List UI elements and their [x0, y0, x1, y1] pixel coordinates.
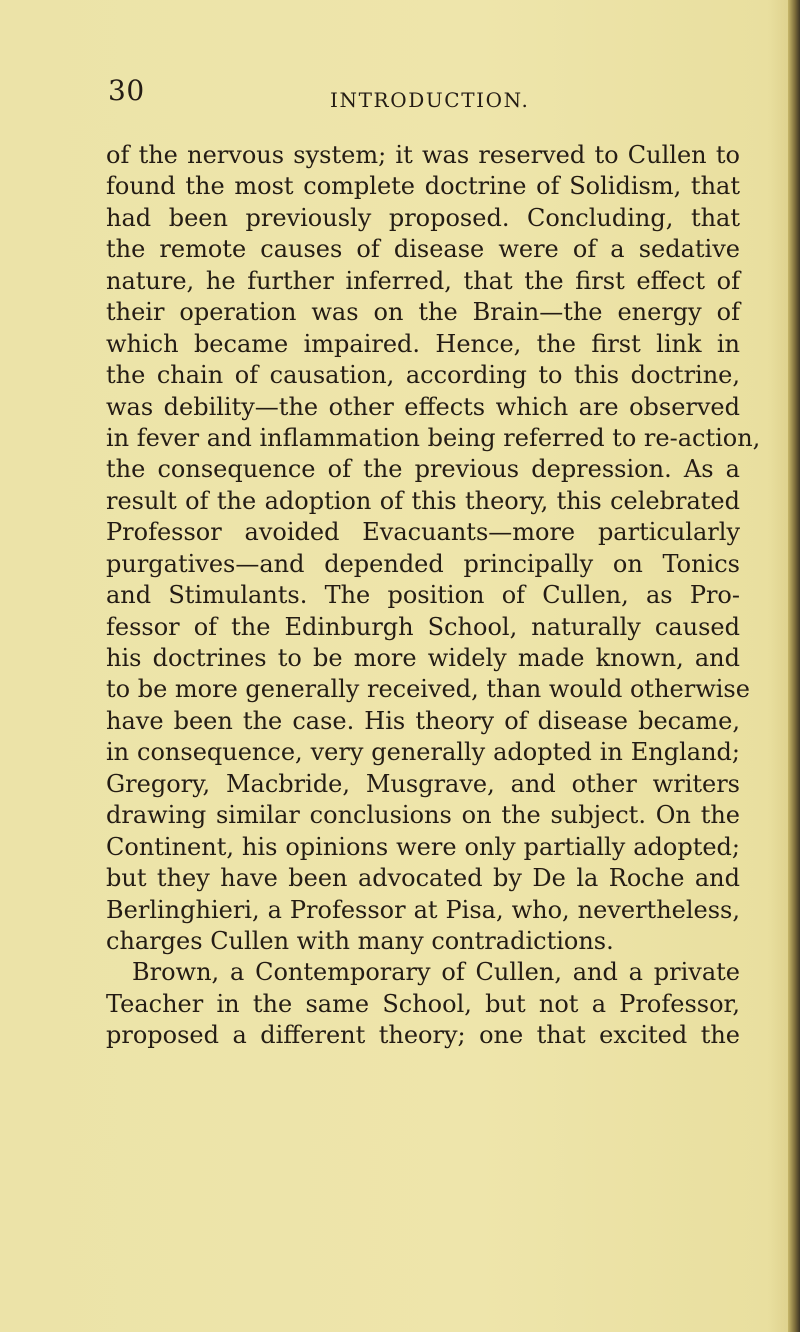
- text-line: in consequence, very generally adopted in England;: [106, 738, 740, 767]
- text-line: had been previously proposed. Concluding, that: [106, 203, 740, 232]
- text-line: to be more generally received, than would otherwise: [106, 675, 750, 704]
- text-line: in fever and inflammation being referred to re-action,: [106, 423, 761, 452]
- paragraph-end-line: charges Cullen with many contradictions.: [106, 926, 614, 955]
- running-head: INTRODUCTION.: [330, 88, 530, 112]
- text-line: and Stimulants. The position of Cullen, as Pro-: [106, 581, 740, 610]
- text-line: nature, he further inferred, that the first effect of: [106, 266, 740, 295]
- text-line: Gregory, Macbride, Musgrave, and other writers: [106, 769, 740, 798]
- text-line: Teacher in the same School, but not a Professor,: [106, 989, 740, 1018]
- text-line: his doctrines to be more widely made known, and: [106, 644, 740, 672]
- text-line: their operation was on the Brain—the energy of: [106, 298, 740, 327]
- text-line: of the nervous system; it was reserved to Cullen to: [106, 141, 740, 169]
- body-text: [106, 140, 761, 1052]
- text-line: purgatives—and depended principally on Tonics: [106, 549, 740, 578]
- text-line: drawing similar conclusions on the subject. On the: [106, 801, 740, 830]
- text-line: have been the case. His theory of disease became,: [106, 706, 740, 735]
- text-line: Continent, his opinions were only partially adopted;: [106, 832, 740, 861]
- text-line: result of the adoption of this theory, this celebrated: [106, 486, 740, 515]
- text-line: the chain of causation, according to this doctrine,: [106, 361, 740, 390]
- text-line: fessor of the Edinburgh School, naturally caused: [106, 612, 740, 641]
- text-line: the remote causes of disease were of a sedative: [106, 235, 740, 264]
- text-line: the consequence of the previous depression. As a: [106, 455, 740, 484]
- text-line: Berlinghieri, a Professor at Pisa, who, nevertheless,: [106, 895, 740, 924]
- text-line: but they have been advocated by De la Roche and: [106, 864, 740, 893]
- text-line: proposed a different theory; one that excited the: [106, 1021, 740, 1050]
- text-line: found the most complete doctrine of Solidism, that: [106, 172, 740, 201]
- text-line: which became impaired. Hence, the first link in: [106, 329, 740, 358]
- text-line: was debility—the other effects which are observed: [106, 392, 740, 421]
- text-line: Professor avoided Evacuants—more particularly: [106, 518, 740, 547]
- page-edge-shadow: [788, 0, 800, 1332]
- paragraph-start-line: Brown, a Contemporary of Cullen, and a private: [132, 958, 740, 987]
- page-number: 30: [108, 74, 145, 107]
